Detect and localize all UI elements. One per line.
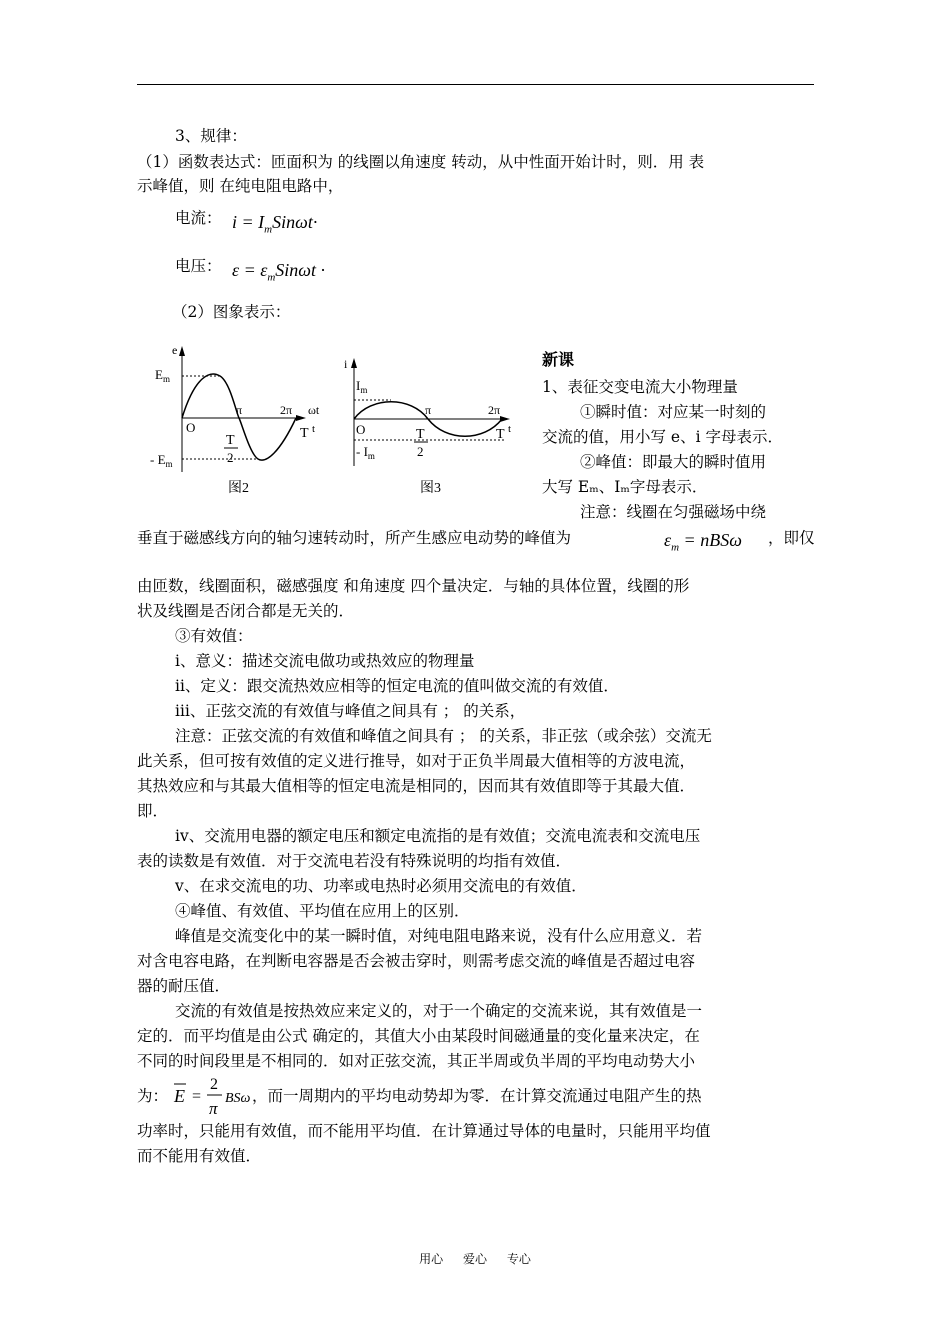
- right-column-line: 大写 Eₘ、Iₘ字母表示．: [542, 478, 708, 496]
- fig2-wt: ωt: [308, 403, 320, 417]
- fig2-axis-e: e: [172, 343, 178, 357]
- paragraph-line: ⅲ、正弦交流的有效值与峰值之间具有 ； 的关系，: [175, 702, 526, 720]
- fig3-two-pi: 2π: [488, 403, 501, 417]
- avg-tail: BSω: [225, 1091, 250, 1106]
- paragraph-line: 示峰值，则 在纯电阻电路中，: [137, 177, 344, 195]
- fig3-im-top: $I_m$: [356, 378, 368, 395]
- paragraph-line: ⅳ、交流用电器的额定电压和额定电流指的是有效值；交流电流表和交流电压: [175, 827, 701, 845]
- paragraph-line: 其热效应和与其最大值相等的恒定电流是相同的，因而其有效值即等于其最大值．: [137, 777, 696, 795]
- paragraph-line: ⅰ、意义：描述交流电做功或热效应的物理量: [175, 652, 475, 670]
- paragraph-line: ④峰值、有效值、平均值在应用上的区别．: [175, 902, 470, 920]
- paragraph-line: 此关系，但可按有效值的定义进行推导，如对于正负半周最大值相等的方波电流，: [137, 752, 696, 770]
- peak-formula: $\varepsilon_m = nBS\omega$: [664, 530, 742, 554]
- fig2-half-num: T: [226, 433, 235, 448]
- voltage-formula: $\varepsilon = \varepsilon_mSin\omega t$ ·: [232, 260, 326, 284]
- footer-item: 爱心: [462, 1252, 487, 1266]
- fig2-t: t: [312, 423, 316, 435]
- footer-item: 用心: [419, 1252, 444, 1266]
- right-column-line: 注意：线圈在匀强磁场中绕: [580, 503, 767, 521]
- header-rule: [137, 84, 814, 85]
- fig3-T: T: [496, 427, 505, 442]
- paragraph-line: （1）函数表达式：匝面积为 的线圈以角速度 转动，从中性面开始计时，则．用 表: [137, 153, 705, 171]
- page-footer: [0, 1250, 950, 1267]
- paragraph-line: ⅴ、在求交流电的功、功率或电热时必须用交流电的有效值．: [175, 877, 587, 895]
- avg-E: E: [174, 1086, 185, 1106]
- footer-item: 专心: [506, 1252, 531, 1266]
- paragraph-line: 功率时，只能用有效值，而不能用平均值．在计算通过导体的电量时，只能用平均值: [137, 1122, 711, 1140]
- fig3-im-bottom: - $I_m$: [356, 444, 375, 461]
- avg-equals: =: [192, 1088, 202, 1105]
- fig2-em-top: $E_m$: [155, 367, 170, 384]
- paragraph-line: ⅱ、定义：跟交流热效应相等的恒定电流的值叫做交流的有效值．: [175, 677, 619, 695]
- section-title: 3、规律：: [175, 127, 247, 145]
- right-column-line: ②峰值：即最大的瞬时值用: [580, 453, 767, 471]
- paragraph-line: ③有效值：: [175, 627, 253, 645]
- fig2-pi: π: [236, 403, 243, 417]
- paragraph-line: 即．: [137, 802, 169, 820]
- fig3-caption: 图3: [420, 481, 441, 496]
- right-column-line: ①瞬时值：对应某一时刻的: [580, 403, 767, 421]
- voltage-label: 电压：: [175, 257, 222, 275]
- paragraph-line: 器的耐压值．: [137, 977, 231, 995]
- new-lesson-heading: 新课: [542, 350, 575, 369]
- paragraph-line: 峰值是交流变化中的某一瞬时值，对纯电阻电路来说，没有什么应用意义．若: [175, 927, 703, 945]
- avg-num: 2: [210, 1076, 218, 1093]
- paragraph-line: 注意：正弦交流的有效值和峰值之间具有 ； 的关系，非正弦（或余弦）交流无: [175, 727, 712, 745]
- paragraph-line: 定的．而平均值是由公式 确定的，其值大小由某段时间磁通量的变化量来决定，在: [137, 1027, 700, 1045]
- fig2-em-bottom: - $E_m$: [150, 452, 173, 469]
- fig3-axis-i: i: [344, 357, 348, 371]
- paragraph-line: 不同的时间段里是不相同的．如对正弦交流，其正半周或负半周的平均电动势大小: [137, 1052, 696, 1070]
- fig2-half-den: 2: [227, 450, 234, 465]
- right-column-line: 交流的值，用小写 e、i 字母表示．: [542, 428, 783, 446]
- figure-3: [336, 356, 521, 500]
- paragraph-line: 而不能用有效值．: [137, 1147, 262, 1165]
- paragraph-line: 表的读数是有效值．对于交流电若没有特殊说明的均指有效值．: [137, 852, 572, 870]
- fig3-half-den: 2: [417, 444, 424, 459]
- paragraph-line: 垂直于磁感线方向的轴匀速转动时，所产生感应电动势的峰值为: [137, 529, 572, 547]
- avg-den: π: [209, 1099, 218, 1118]
- right-column-line: 1、表征交变电流大小物理量: [542, 378, 738, 396]
- fig2-origin: O: [186, 420, 196, 435]
- fig3-origin: O: [356, 422, 366, 437]
- paragraph-line: 交流的有效值是按热效应来定义的，对于一个确定的交流来说，其有效值是一: [175, 1002, 703, 1020]
- current-label: 电流：: [175, 209, 222, 227]
- paragraph-line: ，而一周期内的平均电动势却为零．在计算交流通过电阻产生的热: [252, 1087, 702, 1105]
- fig2-T: T: [300, 426, 309, 441]
- fig3-half-num: T: [416, 427, 425, 442]
- average-emf-formula: [170, 1070, 250, 1120]
- paragraph-line: ，即仅: [768, 529, 815, 547]
- fig3-t: t: [508, 423, 512, 435]
- fig2-caption: 图2: [228, 481, 249, 496]
- fig2-two-pi: 2π: [280, 403, 293, 417]
- paragraph-line: 对含电容电路，在判断电容器是否会被击穿时，则需考虑交流的峰值是否超过电容: [137, 952, 696, 970]
- fig3-pi: π: [425, 403, 432, 417]
- figure-2: [150, 342, 320, 502]
- paragraph-line: 由匝数，线圈面积，磁感强度 和角速度 四个量决定．与轴的具体位置，线圈的形: [137, 577, 690, 595]
- paragraph-line: 为：: [137, 1087, 169, 1105]
- graph-heading: （2）图象表示：: [172, 303, 291, 321]
- paragraph-line: 状及线圈是否闭合都是无关的．: [137, 602, 355, 620]
- current-formula: $i = I_mSin\omega t\cdot$: [232, 212, 318, 236]
